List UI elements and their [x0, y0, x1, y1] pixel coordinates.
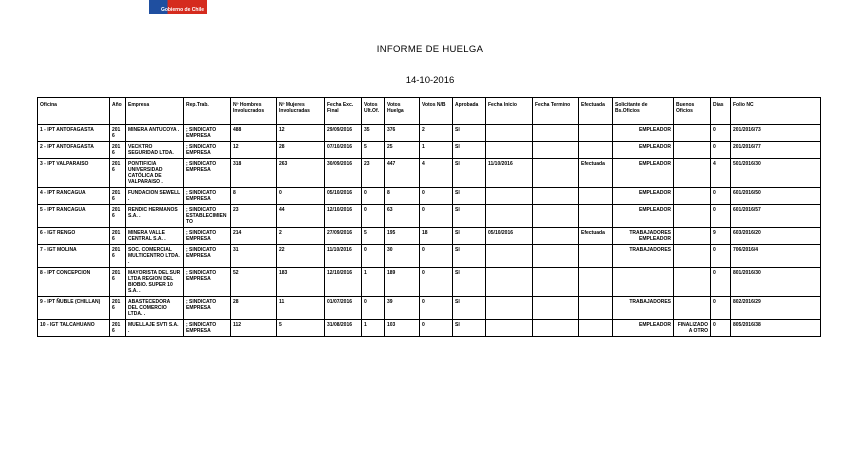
- table-cell: 0: [362, 245, 385, 268]
- table-cell: 801/2016/30: [731, 268, 821, 297]
- table-cell: [579, 142, 613, 159]
- table-cell: [674, 159, 711, 188]
- table-cell: [533, 245, 579, 268]
- table-cell: [486, 245, 533, 268]
- table-cell: ; SINDICATO EMPRESA: [184, 268, 231, 297]
- table-cell: 4 - IPT RANCAGUA: [38, 188, 110, 205]
- table-cell: 5: [362, 142, 385, 159]
- table-cell: ABASTECEDORA DEL COMERCIO LTDA. .: [126, 297, 184, 320]
- column-header: Folio NC: [731, 98, 821, 125]
- table-row: [38, 125, 821, 142]
- column-header: Votos N/B: [420, 98, 453, 125]
- table-cell: 0: [711, 188, 731, 205]
- table-cell: 9 - IPT ÑUBLE (CHILLAN): [38, 297, 110, 320]
- table-cell: 05/10/2016: [486, 228, 533, 245]
- table-cell: [533, 159, 579, 188]
- table-body: [38, 125, 821, 337]
- table-cell: 0: [711, 297, 731, 320]
- table-cell: 0: [711, 320, 731, 337]
- table-cell: 0: [420, 245, 453, 268]
- table-cell: 0: [711, 125, 731, 142]
- table-cell: 18: [420, 228, 453, 245]
- table-cell: [674, 245, 711, 268]
- table-cell: TRABAJADORES: [613, 297, 674, 320]
- table-cell: [674, 125, 711, 142]
- table-cell: MINERA VALLE CENTRAL S.A. .: [126, 228, 184, 245]
- table-cell: TRABAJADORES EMPLEADOR: [613, 228, 674, 245]
- table-cell: VECKTRO SEGURIDAD LTDA.: [126, 142, 184, 159]
- table-cell: 12/10/2016: [325, 268, 362, 297]
- table-cell: [486, 142, 533, 159]
- table-cell: 1: [362, 268, 385, 297]
- table-cell: 23: [231, 205, 277, 228]
- table-cell: EMPLEADOR: [613, 125, 674, 142]
- column-header: Fecha Exc. Final: [325, 98, 362, 125]
- table-cell: 07/10/2016: [325, 142, 362, 159]
- table-cell: RENDIC HERMANOS S.A. .: [126, 205, 184, 228]
- table-cell: 31/08/2016: [325, 320, 362, 337]
- table-cell: FINALIZADO A OTRO: [674, 320, 711, 337]
- column-header: Votos Ult.Of.: [362, 98, 385, 125]
- table-cell: [579, 297, 613, 320]
- column-header: Rep.Trab.: [184, 98, 231, 125]
- table-cell: 0: [711, 142, 731, 159]
- table-cell: 601/2016/57: [731, 205, 821, 228]
- table-cell: 0: [362, 297, 385, 320]
- table-cell: 5 - IPT RANCAGUA: [38, 205, 110, 228]
- table-cell: 28: [277, 142, 325, 159]
- table-cell: 603/2016/20: [731, 228, 821, 245]
- table-cell: MINERA ANTUCOYA .: [126, 125, 184, 142]
- table-cell: 103: [385, 320, 420, 337]
- table-cell: [486, 297, 533, 320]
- table-cell: EMPLEADOR: [613, 205, 674, 228]
- table-cell: 706/2016/4: [731, 245, 821, 268]
- table-cell: 31: [231, 245, 277, 268]
- table-cell: [579, 245, 613, 268]
- table-cell: 5: [277, 320, 325, 337]
- table-cell: [674, 205, 711, 228]
- table-cell: 0: [362, 188, 385, 205]
- table-cell: 2016: [110, 159, 126, 188]
- table-cell: 2016: [110, 320, 126, 337]
- report-date: 14-10-2016: [405, 75, 455, 86]
- table-cell: SI: [453, 268, 486, 297]
- table-cell: 0: [420, 268, 453, 297]
- table-cell: 3 - IPT VALPARAISO: [38, 159, 110, 188]
- table-cell: SI: [453, 142, 486, 159]
- table-row: [38, 188, 821, 205]
- table-cell: [579, 320, 613, 337]
- table-cell: 12: [277, 125, 325, 142]
- gobierno-logo: [149, 0, 207, 14]
- table-cell: SOC. COMERCIAL MULTICENTRO LTDA. .: [126, 245, 184, 268]
- table-cell: ; SINDICATO EMPRESA: [184, 188, 231, 205]
- column-header: Nº Mujeres Involucradas: [277, 98, 325, 125]
- table-cell: EMPLEADOR: [613, 188, 674, 205]
- table-cell: 0: [420, 297, 453, 320]
- table-cell: 2016: [110, 297, 126, 320]
- table-cell: SI: [453, 228, 486, 245]
- table-cell: 23: [362, 159, 385, 188]
- table-cell: PONTIFICIA UNIVERSIDAD CATÓLICA DE VALPARAISO .: [126, 159, 184, 188]
- table-cell: 2016: [110, 268, 126, 297]
- table-cell: 1: [420, 142, 453, 159]
- table-cell: 805/2016/38: [731, 320, 821, 337]
- table-cell: 35: [362, 125, 385, 142]
- table-cell: MUELLAJE SVTI S.A. .: [126, 320, 184, 337]
- table-cell: FUNDACION SEWELL .: [126, 188, 184, 205]
- table-cell: 0: [711, 268, 731, 297]
- table-cell: 201/2016/73: [731, 125, 821, 142]
- column-header: Empresa: [126, 98, 184, 125]
- table-cell: [674, 297, 711, 320]
- column-header: Fecha Termino: [533, 98, 579, 125]
- table-cell: ; SINDICATO EMPRESA: [184, 245, 231, 268]
- table-cell: 201/2016/77: [731, 142, 821, 159]
- table-header-row: [38, 98, 821, 125]
- table-cell: [486, 125, 533, 142]
- table-cell: 0: [362, 205, 385, 228]
- table-cell: 0: [420, 320, 453, 337]
- table-cell: [486, 205, 533, 228]
- column-header: Solicitante de Bs.Oficios: [613, 98, 674, 125]
- table-cell: 11/10/2016: [486, 159, 533, 188]
- table-cell: [674, 228, 711, 245]
- table-cell: 11/10/2016: [325, 245, 362, 268]
- report-title: INFORME DE HUELGA: [376, 44, 484, 55]
- table-cell: 39: [385, 297, 420, 320]
- table-row: [38, 297, 821, 320]
- table-cell: TRABAJADORES: [613, 245, 674, 268]
- table-cell: 183: [277, 268, 325, 297]
- table-cell: [579, 268, 613, 297]
- table-cell: 7 - IGT MOLINA: [38, 245, 110, 268]
- table-cell: 0: [277, 188, 325, 205]
- table-cell: 263: [277, 159, 325, 188]
- table-cell: [579, 205, 613, 228]
- table-cell: 0: [711, 205, 731, 228]
- table-cell: 488: [231, 125, 277, 142]
- table-cell: 195: [385, 228, 420, 245]
- table-cell: 44: [277, 205, 325, 228]
- table-cell: 0: [420, 188, 453, 205]
- column-header: Aprobada: [453, 98, 486, 125]
- table-cell: 189: [385, 268, 420, 297]
- table-cell: SI: [453, 188, 486, 205]
- table-cell: 214: [231, 228, 277, 245]
- table-cell: 29/09/2016: [325, 125, 362, 142]
- table-cell: 12: [231, 142, 277, 159]
- table-cell: 25: [385, 142, 420, 159]
- table-cell: 2016: [110, 125, 126, 142]
- table-cell: Efectuada: [579, 159, 613, 188]
- table-cell: 10 - IGT TALCAHUANO: [38, 320, 110, 337]
- table-cell: 0: [420, 205, 453, 228]
- table-cell: 2016: [110, 142, 126, 159]
- table-cell: SI: [453, 159, 486, 188]
- column-header: Año: [110, 98, 126, 125]
- table-cell: 8: [385, 188, 420, 205]
- table-cell: ; SINDICATO EMPRESA: [184, 125, 231, 142]
- table-cell: [533, 320, 579, 337]
- table-cell: ; SINDICATO EMPRESA: [184, 320, 231, 337]
- table-cell: 22: [277, 245, 325, 268]
- column-header: Días: [711, 98, 731, 125]
- table-cell: 52: [231, 268, 277, 297]
- table-cell: 2 - IPT ANTOFAGASTA: [38, 142, 110, 159]
- table-cell: 63: [385, 205, 420, 228]
- table-cell: SI: [453, 245, 486, 268]
- table-cell: 802/2016/29: [731, 297, 821, 320]
- table-cell: 9: [711, 228, 731, 245]
- table-row: [38, 245, 821, 268]
- table-cell: 30: [385, 245, 420, 268]
- table-cell: SI: [453, 320, 486, 337]
- table-cell: 2: [420, 125, 453, 142]
- table-cell: 501/2016/30: [731, 159, 821, 188]
- table-row: [38, 228, 821, 245]
- table-row: [38, 205, 821, 228]
- table-cell: 30/09/2016: [325, 159, 362, 188]
- column-header: Oficina: [38, 98, 110, 125]
- table-row: [38, 268, 821, 297]
- table-cell: 318: [231, 159, 277, 188]
- table-cell: ; SINDICATO EMPRESA: [184, 297, 231, 320]
- table-cell: 2: [277, 228, 325, 245]
- table-cell: Efectuada: [579, 228, 613, 245]
- table-cell: 4: [711, 159, 731, 188]
- table-cell: 2016: [110, 245, 126, 268]
- table-cell: 0: [711, 245, 731, 268]
- table-cell: 112: [231, 320, 277, 337]
- table-cell: ; SINDICATO EMPRESA: [184, 228, 231, 245]
- table-cell: [613, 268, 674, 297]
- table-cell: EMPLEADOR: [613, 320, 674, 337]
- table-cell: [674, 188, 711, 205]
- table-row: [38, 159, 821, 188]
- table-cell: MAYORISTA DEL SUR LTDA REGION DEL BIOBIO. SUPER 10 S.A. .: [126, 268, 184, 297]
- table-cell: 28: [231, 297, 277, 320]
- table-cell: 601/2016/50: [731, 188, 821, 205]
- table-cell: [486, 268, 533, 297]
- table-cell: ; SINDICATO ESTABLECIMIENTO: [184, 205, 231, 228]
- table-cell: [533, 205, 579, 228]
- table-cell: ; SINDICATO EMPRESA: [184, 142, 231, 159]
- column-header: Nº Hombres Involucrados: [231, 98, 277, 125]
- table-cell: [579, 125, 613, 142]
- table-cell: [533, 125, 579, 142]
- table-cell: 376: [385, 125, 420, 142]
- table-cell: EMPLEADOR: [613, 142, 674, 159]
- column-header: Efectuada: [579, 98, 613, 125]
- table-row: [38, 320, 821, 337]
- table-cell: 447: [385, 159, 420, 188]
- table-cell: 8 - IPT CONCEPCION: [38, 268, 110, 297]
- table-cell: 12/10/2016: [325, 205, 362, 228]
- table-cell: 1 - IPT ANTOFAGASTA: [38, 125, 110, 142]
- table-cell: [579, 188, 613, 205]
- table-cell: EMPLEADOR: [613, 159, 674, 188]
- table-cell: SI: [453, 125, 486, 142]
- table-cell: ; SINDICATO EMPRESA: [184, 159, 231, 188]
- table-cell: SI: [453, 205, 486, 228]
- table-cell: 2016: [110, 228, 126, 245]
- table-cell: 05/10/2016: [325, 188, 362, 205]
- table-cell: 11: [277, 297, 325, 320]
- table-cell: 4: [420, 159, 453, 188]
- table-cell: [533, 142, 579, 159]
- table-cell: [533, 228, 579, 245]
- table-cell: 27/09/2016: [325, 228, 362, 245]
- column-header: Fecha Inicio: [486, 98, 533, 125]
- table-cell: [533, 297, 579, 320]
- table-cell: [674, 142, 711, 159]
- table-cell: [533, 188, 579, 205]
- column-header: Votos Huelga: [385, 98, 420, 125]
- logo-text: Gobierno de Chile: [160, 7, 204, 13]
- table-cell: 8: [231, 188, 277, 205]
- strike-report-table: [37, 97, 821, 337]
- table-cell: 2016: [110, 205, 126, 228]
- table-cell: 5: [362, 228, 385, 245]
- table-cell: 2016: [110, 188, 126, 205]
- table-cell: [486, 320, 533, 337]
- table-cell: [674, 268, 711, 297]
- table-cell: 01/07/2016: [325, 297, 362, 320]
- table-cell: 1: [362, 320, 385, 337]
- table-row: [38, 142, 821, 159]
- table-cell: [486, 188, 533, 205]
- table-cell: SI: [453, 297, 486, 320]
- table-cell: [533, 268, 579, 297]
- column-header: Buenos Oficios: [674, 98, 711, 125]
- table-cell: 6 - IGT RENGO: [38, 228, 110, 245]
